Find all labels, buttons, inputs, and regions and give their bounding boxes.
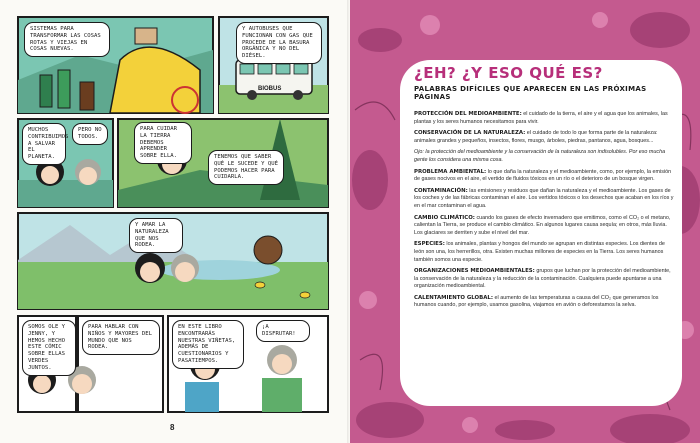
glossary-entry — [414, 169, 676, 184]
entry-term: ESPECIES: — [414, 241, 445, 248]
entry-term: PROBLEMA AMBIENTAL: — [414, 168, 487, 175]
page-number: 8 — [170, 423, 175, 432]
glossary-entry — [414, 215, 676, 238]
glossary-entry — [414, 295, 676, 310]
bubble-talk-kids: PARA HABLAR CON NIÑOS Y MAYORES DEL MUNDO QUE NOS RODEA. — [82, 320, 160, 355]
bubble-know-happens: TENEMOS QUE SABER QUÉ LE SUCEDE Y QUÉ PODEMOS HACER PARA CUIDARLA. — [208, 150, 284, 185]
entry-text: lo que daña la naturaleza y el medioambiente, como, por ejemplo, la emisión de gases nocivos en el aire, el vertido de fluidos tóxicos en un río o el deterioro de un bosque virgen. — [414, 168, 672, 183]
glossary-entry — [414, 130, 676, 145]
bubble-we-are: SOMOS OLE Y JENNY, Y HEMOS HECHO ESTE CÓMIC SOBRE ELLAS VERDES JUNTOS. — [22, 320, 76, 376]
bubble-love-nature: Y AMAR LA NATURALEZA QUE NOS RODEA. — [129, 218, 183, 253]
bubble-biobus: Y AUTOBUSES QUE FUNCIONAN CON GAS QUE PROCEDE DE LA BASURA ORGÁNICA Y NO DEL DIÉSEL. — [236, 22, 322, 64]
entry-text: los animales, plantas y hongos del mundo se agrupan en distintas especies. Los dientes de león son una, los herrerillos, otra. Existen muchas millones de especies en la Tierra. Los seres humanos también somos una especie. — [414, 241, 665, 263]
bubble-not-all: PERO NO TODOS. — [72, 123, 108, 145]
entry-term: CONSERVACIÓN DE LA NATURALEZA: — [414, 130, 526, 137]
entry-text: el cuidado de todo lo que forma parte de la naturaleza: animales grandes y pequeños, insectos, flores, musgo, árboles, piedras, pantanos, agua, bosques... — [414, 130, 658, 144]
entry-text: el cuidado de la tierra, el aire y el agua que los animales, las plantas y los seres humanos necesitamos para vivir. — [414, 111, 668, 125]
entry-text: cuando los gases de efecto invernadero que emitimos, como el CO₂ o el metano, calientan la Tierra, se produce el cambio climático. En algunos lugares causa sequía; en otros, más lluvia. Los glaciares se derriten y sube el nivel del mar. — [414, 214, 671, 236]
entry-term: CALENTAMIENTO GLOBAL: — [414, 294, 494, 301]
entry-text: las emisiones y residuos que dañan la naturaleza y el medioambiente. Los gases de los coches y de las fábricas contaminan el aire. Los vertidos tóxicos o los desechos que acaban en los ríos y en el mar contaminan el agua. — [414, 187, 674, 209]
bubble-enjoy: ¡A DISFRUTAR! — [256, 320, 310, 342]
entry-text: grupos que luchan por la protección del medioambiente, la conservación de la naturaleza y la reducción de la contaminación. Cualquiera puede apuntarse a una organización medioambiental. — [414, 268, 671, 290]
entry-term: ORGANIZACIONES MEDIOAMBIENTALES: — [414, 268, 535, 275]
entry-term: CONTAMINACIÓN: — [414, 187, 468, 194]
entry-text: el aumento de las temperaturas a causa del CO₂ que generamos los humanos cuando, por ejemplo, usamos gasolina, viajamos en avión o deforestamos la selva. — [414, 294, 659, 309]
glossary-entries — [414, 111, 676, 310]
glossary-entry — [414, 188, 676, 211]
bus-label: BIOBUS — [258, 86, 282, 92]
entry-term: CAMBIO CLIMÁTICO: — [414, 214, 475, 221]
glossary-subtitle: PALABRAS DIFÍCILES QUE APARECEN EN LAS PRÓXIMAS PÁGINAS — [414, 85, 647, 101]
bubble-recycling: SISTEMAS PARA TRANSFORMAR LAS COSAS ROTAS Y VIEJAS EN COSAS NUEVAS. — [24, 22, 110, 57]
glossary-entry — [414, 111, 676, 126]
glossary-title: ¿EH? ¿Y ESO QUÉ ES? — [414, 64, 603, 82]
glossary-entry — [414, 241, 676, 264]
bubble-contribute: MUCHOS CONTRIBUIMOS A SALVAR EL PLANETA. — [22, 123, 66, 165]
entry-term: PROTECCIÓN DEL MEDIOAMBIENTE: — [414, 111, 522, 117]
bubble-this-book: EN ESTE LIBRO ENCONTRARÁS NUESTRAS VIÑETAS, ADEMÁS DE CUESTIONARIOS Y PASATIEMPOS. — [172, 320, 244, 369]
glossary-entry — [414, 268, 676, 291]
bubble-care-earth: PARA CUIDAR LA TIERRA DEBEMOS APRENDER SOBRE ELLA. — [134, 122, 192, 164]
glossary-note — [414, 149, 676, 164]
glossary-content — [414, 64, 676, 314]
entry-text: Ojo: la protección del medioambiente y la conservación de la naturaleza son indisolubles. Por eso mucha gente los considera una misma cosa. — [414, 149, 666, 163]
